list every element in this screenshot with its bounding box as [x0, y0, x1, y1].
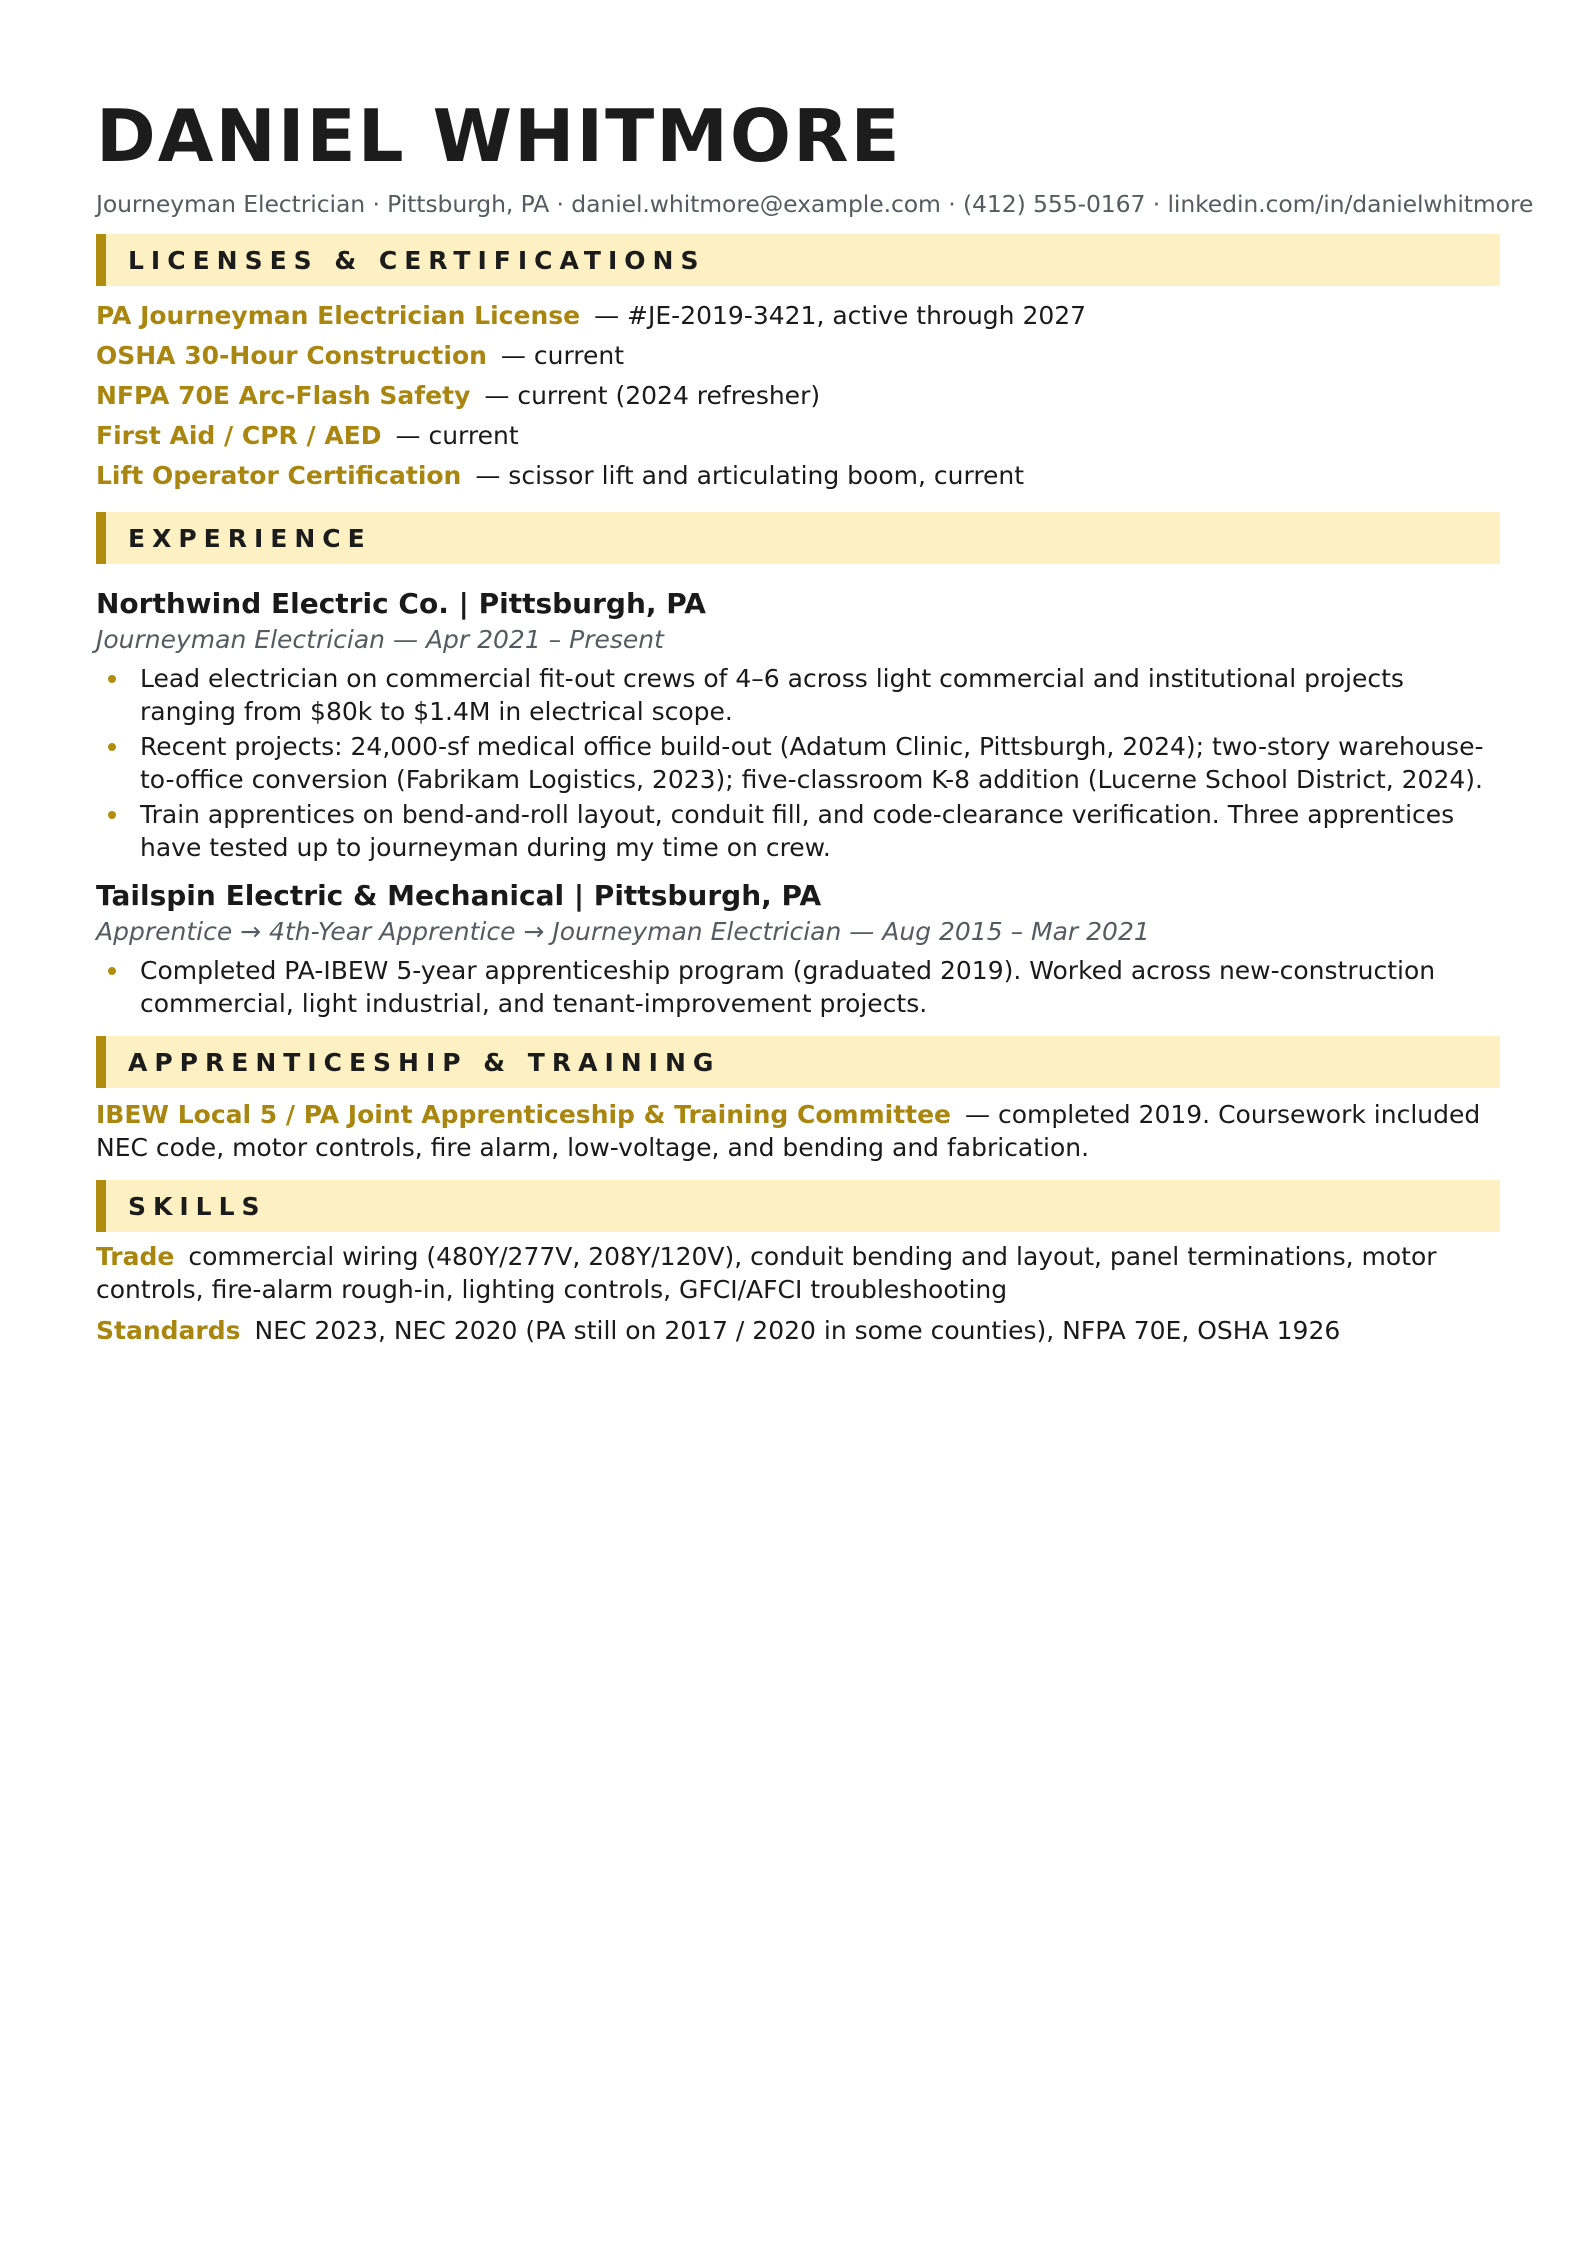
job-entry	[96, 586, 1500, 864]
license-detail: — current (2024 refresher)	[484, 381, 821, 410]
candidate-name: DANIEL WHITMORE	[96, 94, 902, 178]
job-employer: Tailspin Electric & Mechanical | Pittsburgh, PA	[96, 879, 822, 912]
section-heading-text: SKILLS	[128, 1191, 267, 1221]
section-heading-training	[96, 1036, 1500, 1088]
bullet-item: Completed PA-IBEW 5-year apprenticeship program (graduated 2019). Worked across new-construction commercial, light industrial, and tenant-improvement projects.	[96, 954, 1500, 1020]
license-title: PA Journeyman Electrician License	[96, 301, 581, 330]
license-title: OSHA 30-Hour Construction	[96, 341, 487, 370]
licenses-list	[96, 296, 1500, 496]
license-title: Lift Operator Certification	[96, 461, 462, 490]
section-heading-skills	[96, 1180, 1500, 1232]
training-title: IBEW Local 5 / PA Joint Apprenticeship & Training Committee	[96, 1100, 952, 1129]
section-heading-licenses	[96, 234, 1500, 286]
job-bullets	[96, 954, 1500, 1020]
training-entry	[96, 1098, 1500, 1164]
bullet-item: Recent projects: 24,000-sf medical office build-out (Adatum Clinic, Pittsburgh, 2024); two-story warehouse-to-office conversion (Fabrikam Logistics, 2023); five-classroom K-8 addition (Lucerne School District, 2024).	[96, 730, 1500, 796]
license-item	[96, 416, 1500, 456]
license-item	[96, 456, 1500, 496]
job-role: Journeyman Electrician — Apr 2021 – Present	[96, 625, 664, 654]
skill-item	[96, 1314, 1500, 1347]
training-detail: — completed 2019. Coursework included NEC code, motor controls, fire alarm, low-voltage, and bending and fabrication.	[96, 1100, 1481, 1162]
skill-label: Trade	[96, 1242, 175, 1271]
job-employer: Northwind Electric Co. | Pittsburgh, PA	[96, 587, 706, 620]
section-heading-text: APPRENTICESHIP & TRAINING	[128, 1047, 721, 1077]
bullet-item: Train apprentices on bend-and-roll layout, conduit fill, and code-clearance verification. Three apprentices have tested up to journeyman during my time on crew.	[96, 798, 1500, 864]
job-entry	[96, 878, 1500, 1020]
contact-line: Journeyman Electrician · Pittsburgh, PA · daniel.whitmore@example.com · (412) 555-0167 · linkedin.com/in/danielwhitmore	[96, 190, 1534, 218]
license-detail: — scissor lift and articulating boom, current	[475, 461, 1025, 490]
skill-item	[96, 1240, 1500, 1306]
resume-page	[96, 94, 1534, 1347]
job-bullets	[96, 662, 1500, 864]
license-detail: — current	[500, 341, 625, 370]
license-detail: — #JE-2019-3421, active through 2027	[594, 301, 1087, 330]
section-heading-experience	[96, 512, 1500, 564]
job-role: Apprentice → 4th-Year Apprentice → Journeyman Electrician — Aug 2015 – Mar 2021	[96, 917, 1150, 946]
license-title: NFPA 70E Arc-Flash Safety	[96, 381, 471, 410]
license-detail: — current	[395, 421, 519, 450]
license-item	[96, 296, 1500, 336]
skill-text: commercial wiring (480Y/277V, 208Y/120V), conduit bending and layout, panel terminations, motor controls, fire-alarm rough-in, lighting controls, GFCI/AFCI troubleshooting	[96, 1242, 1437, 1304]
bullet-item: Lead electrician on commercial fit-out crews of 4–6 across light commercial and institutional projects ranging from $80k to $1.4M in electrical scope.	[96, 662, 1500, 728]
section-heading-text: LICENSES & CERTIFICATIONS	[128, 245, 706, 275]
license-item	[96, 376, 1500, 416]
license-title: First Aid / CPR / AED	[96, 421, 382, 450]
license-item	[96, 336, 1500, 376]
section-heading-text: EXPERIENCE	[128, 523, 372, 553]
skill-text: NEC 2023, NEC 2020 (PA still on 2017 / 2020 in some counties), NFPA 70E, OSHA 1926	[254, 1316, 1341, 1345]
skill-label: Standards	[96, 1316, 241, 1345]
